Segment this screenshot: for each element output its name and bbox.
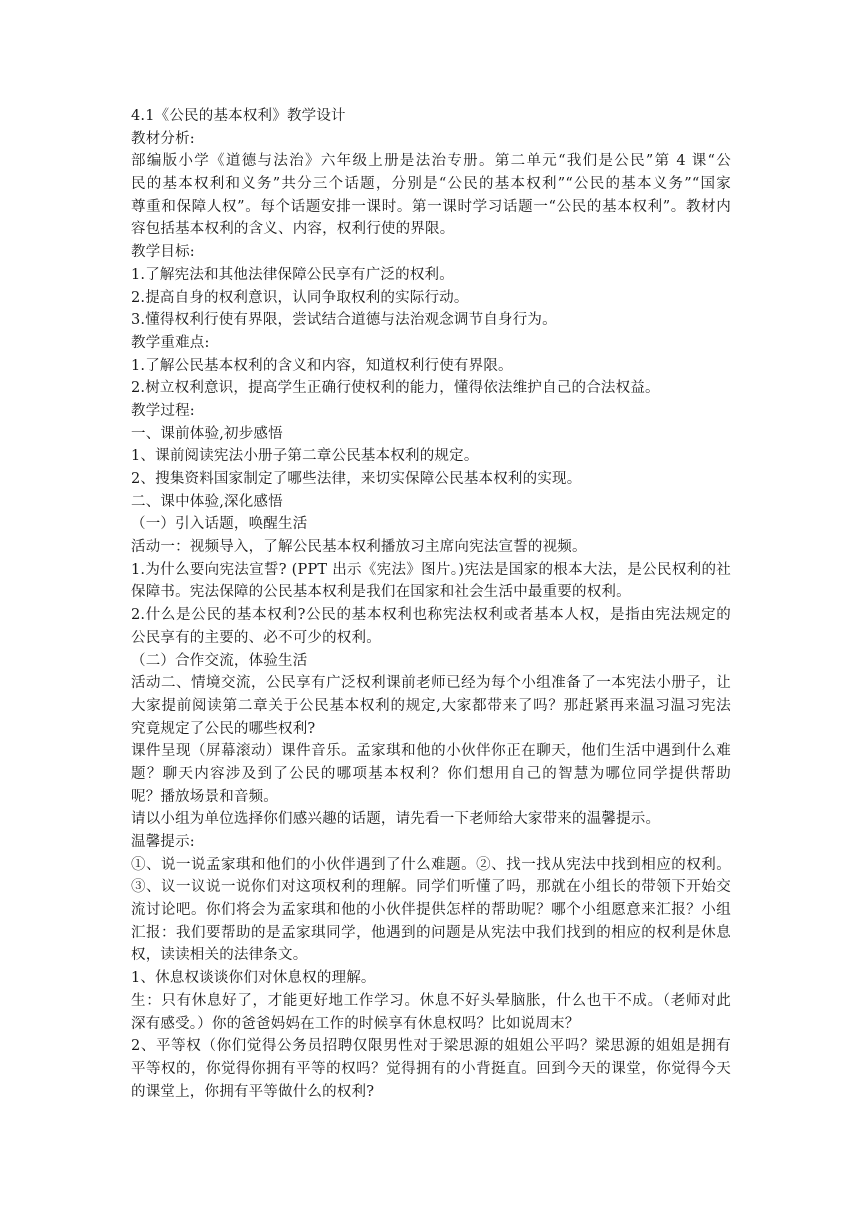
text-line: ①、说一说孟家琪和他们的小伙伴遇到了什么难题。②、找一找从宪法中找到相应的权利。	[131, 856, 731, 873]
text-line: 2.什么是公民的基本权利?公民的基本权利也称宪法权利或者基本人权，是指由宪法规定的	[131, 607, 731, 624]
text-line: （一）引入话题，唤醒生活	[131, 516, 308, 533]
text-line: 大家提前阅读第二章关于公民基本权利的规定,大家都带来了吗？那赶紧再来温习温习宪法	[131, 697, 731, 714]
text-line: 教学重难点:	[131, 334, 210, 351]
text-line: 请以小组为单位选择你们感兴趣的话题，请先看一下老师给大家带来的温馨提示。	[131, 811, 661, 828]
text-line: 活动二、情境交流，公民享有广泛权利课前老师已经为每个小组准备了一本宪法小册子，让	[131, 675, 731, 692]
text-line: 汇报：我们要帮助的是孟家琪同学，他遇到的问题是从宪法中我们找到的相应的权利是休息	[131, 924, 731, 941]
text-line: 生：只有休息好了，才能更好地工作学习。休息不好头晕脑胀，什么也干不成。（老师对此	[131, 992, 731, 1009]
text-line: 3.懂得权利行使有界限，尝试结合道德与法治观念调节自身行为。	[131, 312, 557, 329]
text-line: 呢？播放场景和音频。	[131, 788, 278, 805]
text-line: 活动一：视频导入，了解公民基本权利播放习主席向宪法宣誓的视频。	[131, 539, 587, 556]
text-line: 题？聊天内容涉及到了公民的哪项基本权利？你们想用自己的智慧为哪位同学提供帮助	[131, 765, 731, 782]
text-line: （二）合作交流，体验生活	[131, 652, 308, 669]
text-line: 1.了解公民基本权利的含义和内容，知道权利行使有界限。	[131, 357, 513, 374]
text-line: 权，读读相关的法律条文。	[131, 947, 308, 964]
text-line: 1、休息权谈谈你们对休息权的理解。	[131, 970, 376, 987]
text-line: 保障书。宪法保障的公民基本权利是我们在国家和社会生活中最重要的权利。	[131, 584, 631, 601]
text-line: 教学过程:	[131, 402, 195, 419]
text-line: 平等权的，你觉得你拥有平等的权吗？觉得拥有的小背挺直。回到今天的课堂，你觉得今天	[131, 1060, 731, 1077]
text-line: 一、课前体验,初步感悟	[131, 425, 283, 442]
text-line: 2.提高自身的权利意识，认同争取权利的实际行动。	[131, 289, 469, 306]
text-line: 究竟规定了公民的哪些权利?	[131, 720, 316, 737]
text-line: 二、课中体验,深化感悟	[131, 493, 283, 510]
text-line: 1.了解宪法和其他法律保障公民享有广泛的权利。	[131, 266, 454, 283]
text-line: 公民享有的主要的、必不可少的权利。	[131, 629, 381, 646]
text-line: 流讨论吧。你们将会为孟家琪和他的小伙伴提供怎样的帮助呢？哪个小组愿意来汇报？小组	[131, 902, 731, 919]
text-line: 部编版小学《道德与法治》六年级上册是法治专册。第二单元“我们是公民”第 4 课“公	[131, 153, 731, 170]
text-line: 容包括基本权利的含义、内容，权利行使的界限。	[131, 221, 455, 238]
text-line: 1、课前阅读宪法小册子第二章公民基本权利的规定。	[131, 448, 479, 465]
text-line: 的课堂上，你拥有平等做什么的权利?	[131, 1083, 375, 1100]
text-line: ③、议一议说一说你们对这项权利的理解。同学们听懂了吗，那就在小组长的带领下开始交	[131, 879, 731, 896]
text-line: 民的基本权利和义务”共分三个话题，分别是“公民的基本权利”“公民的基本义务”“国家	[131, 176, 731, 193]
document-body	[131, 105, 731, 1103]
text-line: 2、搜集资料国家制定了哪些法律，来切实保障公民基本权利的实现。	[131, 471, 582, 487]
text-line: 温馨提示:	[131, 834, 195, 850]
text-line: 深有感受。）你的爸爸妈妈在工作的时候享有休息权吗？比如说周末？	[131, 1015, 580, 1032]
text-line: 课件呈现（屏幕滚动）课件音乐。孟家琪和他的小伙伴你正在聊天，他们生活中遇到什么难	[131, 743, 731, 760]
text-line: 教学目标:	[131, 244, 195, 261]
text-line: 教材分析:	[131, 130, 195, 147]
text-line: 1.为什么要向宪法宣誓? (PPT 出示《宪法》图片。)宪法是国家的根本大法，是公民权利的社	[131, 561, 731, 578]
text-line: 2、平等权（你们觉得公务员招聘仅限男性对于梁思源的姐姐公平吗？梁思源的姐姐是拥有	[131, 1038, 731, 1055]
text-line: 尊重和保障人权”。每个话题安排一课时。第一课时学习话题一“公民的基本权利”。教材内	[131, 198, 731, 215]
document-title: 4.1《公民的基本权利》教学设计	[131, 108, 346, 124]
text-line: 2.树立权利意识，提高学生正确行使权利的能力，懂得依法维护自己的合法权益。	[131, 380, 660, 397]
